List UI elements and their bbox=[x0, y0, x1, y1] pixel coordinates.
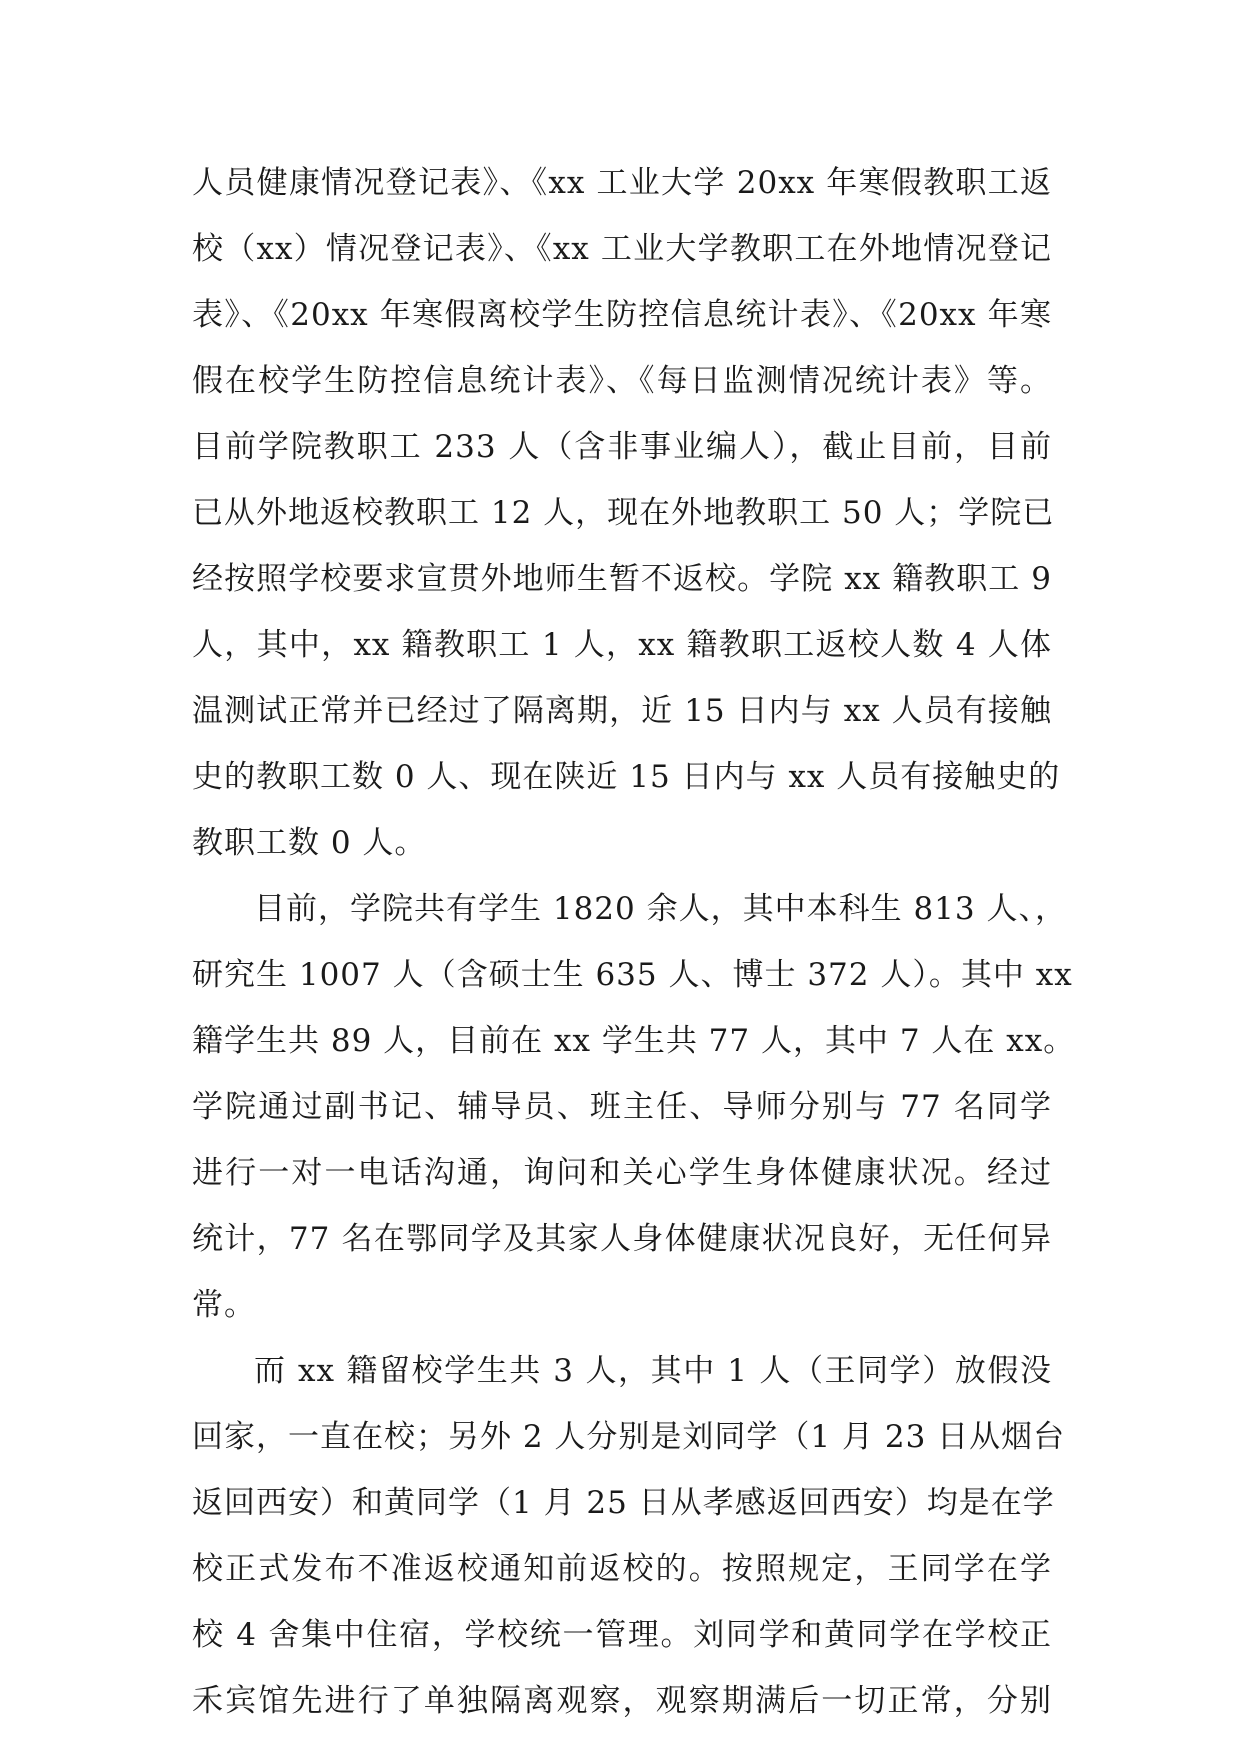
text-line: 常。 bbox=[192, 1287, 256, 1323]
text-line: 校 4 舍集中住宿，学校统一管理。刘同学和黄同学在学校正 bbox=[192, 1617, 1052, 1653]
text-line: 温测试正常并已经过了隔离期，近 15 日内与 xx 人员有接触 bbox=[192, 693, 1052, 729]
text-line: 研究生 1007 人（含硕士生 635 人、博士 372 人）。其中 xx bbox=[192, 957, 1073, 993]
text-line: 学院通过副书记、辅导员、班主任、导师分别与 77 名同学 bbox=[192, 1089, 1052, 1125]
text-line: 表》、《20xx 年寒假离校学生防控信息统计表》、《20xx 年寒 bbox=[192, 297, 1052, 333]
text-line: 统计，77 名在鄂同学及其家人身体健康状况良好，无任何异 bbox=[192, 1221, 1052, 1257]
document-body bbox=[192, 150, 1076, 1734]
text-line: 经按照学校要求宣贯外地师生暂不返校。学院 xx 籍教职工 9 bbox=[192, 561, 1052, 597]
text-line: 目前学院教职工 233 人（含非事业编人），截止目前，目前 bbox=[192, 429, 1052, 465]
text-line: 籍学生共 89 人，目前在 xx 学生共 77 人，其中 7 人在 xx。 bbox=[192, 1023, 1076, 1059]
text-line: 人，其中，xx 籍教职工 1 人，xx 籍教职工返校人数 4 人体 bbox=[192, 627, 1052, 663]
text-line: 已从外地返校教职工 12 人，现在外地教职工 50 人；学院已 bbox=[192, 495, 1055, 531]
text-line: 进行一对一电话沟通，询问和关心学生身体健康状况。经过 bbox=[192, 1155, 1052, 1191]
text-line: 史的教职工数 0 人、现在陕近 15 日内与 xx 人员有接触史的 bbox=[192, 759, 1061, 795]
text-line: 禾宾馆先进行了单独隔离观察，观察期满后一切正常，分别 bbox=[192, 1683, 1052, 1719]
text-line: 人员健康情况登记表》、《xx 工业大学 20xx 年寒假教职工返 bbox=[192, 165, 1052, 201]
text-line: 回家，一直在校；另外 2 人分别是刘同学（1 月 23 日从烟台 bbox=[192, 1419, 1066, 1455]
text-line: 教职工数 0 人。 bbox=[192, 825, 427, 861]
text-line: 校正式发布不准返校通知前返校的。按照规定，王同学在学 bbox=[192, 1551, 1052, 1587]
paragraph-first-line: 而 xx 籍留校学生共 3 人，其中 1 人（王同学）放假没 bbox=[254, 1353, 1052, 1389]
text-line: 校（xx）情况登记表》、《xx 工业大学教职工在外地情况登记 bbox=[192, 231, 1052, 267]
paragraph-first-line: 目前，学院共有学生 1820 余人，其中本科生 813 人、， bbox=[254, 891, 1067, 927]
text-line: 返回西安）和黄同学（1 月 25 日从孝感返回西安）均是在学 bbox=[192, 1485, 1055, 1521]
text-line: 假在校学生防控信息统计表》、《每日监测情况统计表》等。 bbox=[192, 363, 1052, 399]
